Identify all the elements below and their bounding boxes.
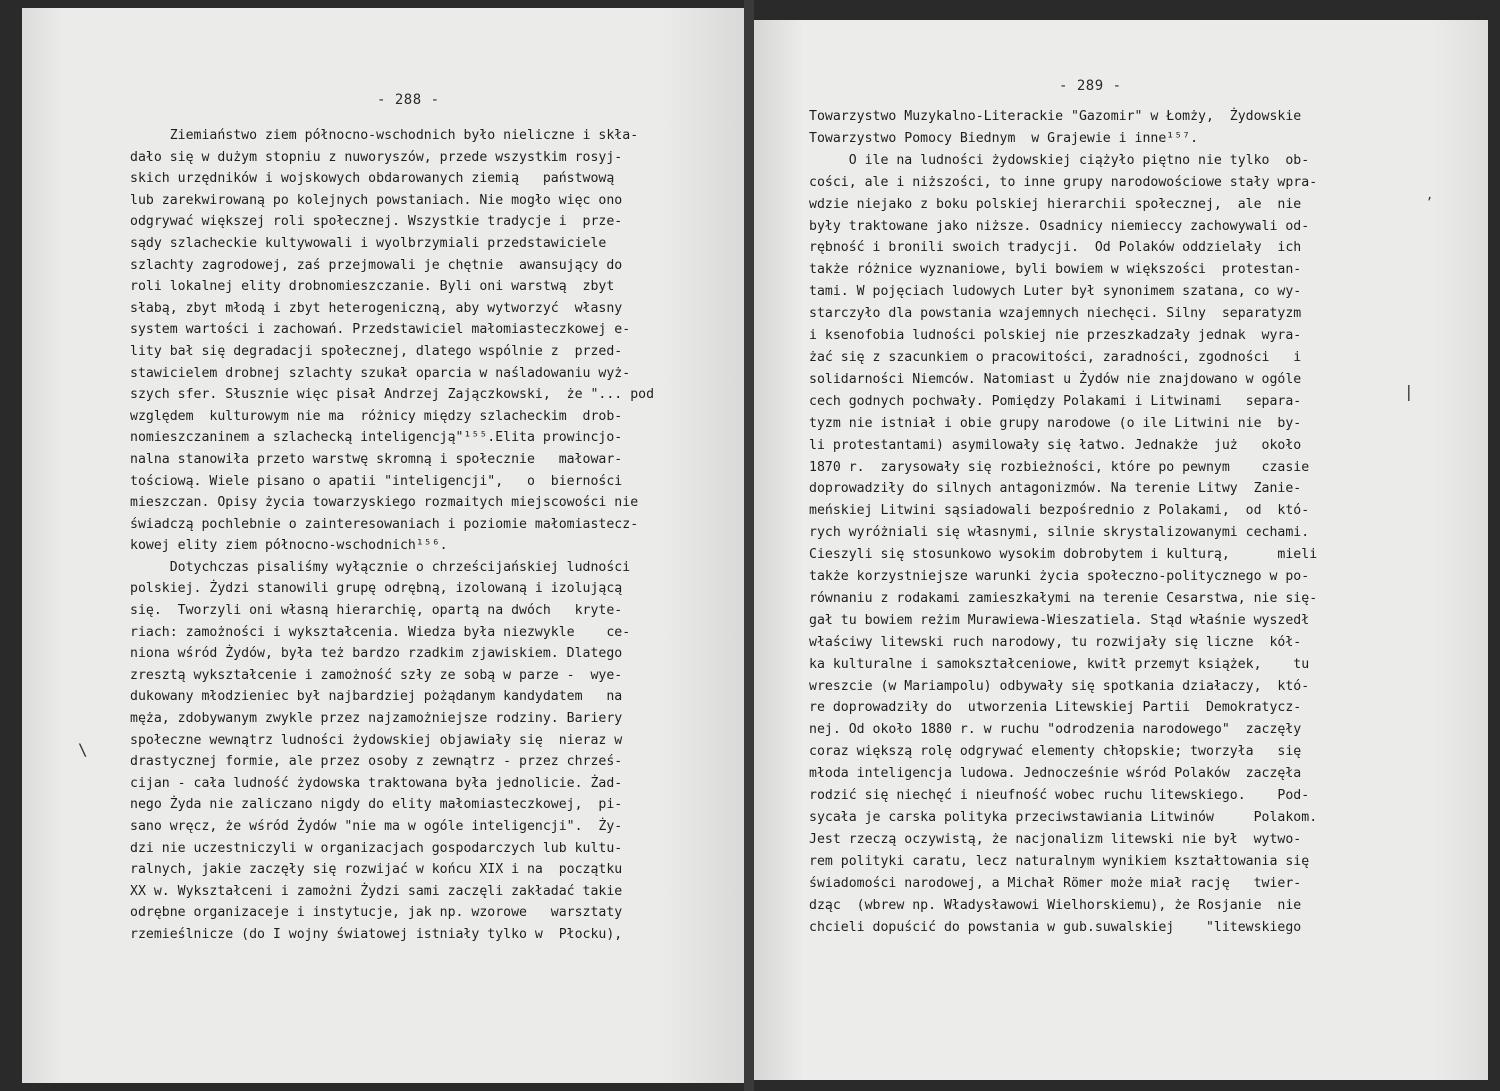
text-line: drastycznej formie, ale przez osoby z zewnątrz - przez chrześ- [130,754,623,770]
left-page-text [130,125,654,946]
text-line: szych sfer. Słusznie więc pisał Andrzej Zajączkowski, że "... pod [130,387,655,403]
text-line: cech godnych pochwały. Pomiędzy Polakami i Litwinami separa- [809,393,1302,409]
text-line: nomieszczaninem a szlachecką inteligencją"¹⁵⁵.Elita prowincjo- [130,430,623,446]
text-line: równaniu z rodakami zamieszkałymi na terenie Cesarstwa, nie się- [809,590,1318,606]
text-line: się. Tworzyli oni własną hierarchię, opartą na dwóch kryte- [130,603,623,619]
text-line: skich urzędników i wojskowych obdarowanych ziemią państwową [130,171,615,187]
text-line: 1870 r. zarysowały się rozbieżności, które po pewnym czasie [809,459,1310,475]
text-line: dzi nie uczestniczyli w organizacjach gospodarczych lub kultu- [130,840,623,856]
text-line: nalna stanowiła przeto warstwę skromną i społecznie małowar- [130,451,623,467]
book-gutter [744,0,754,1091]
text-line: O ile na ludności żydowskiej ciążyło piętno nie tylko ob- [809,152,1310,168]
text-line: rem polityki caratu, lecz naturalnym wynikiem kształtowania się [809,853,1310,869]
text-line: sądy szlacheckie kultywowali i wyolbrzymiali przedstawiciele [130,235,607,251]
text-line: niona wśród Żydów, była też bardzo rzadkim zjawiskiem. Dlatego [130,646,623,662]
text-line: słabą, zbyt młodą i zbyt heterogeniczną, aby wytworzyć własny [130,300,623,316]
text-line: właściwy litewski ruch narodowy, tu rozwijały się liczne kół- [809,634,1302,650]
text-line: zresztą wykształcenie i zamożność szły ze sobą w parze - wye- [130,667,623,683]
text-line: dało się w dużym stopniu z nuworyszów, przede wszystkim rosyj- [130,149,623,165]
text-line: nego Żyda nie zaliczano nigdy do elity małomiasteczkowej, pi- [130,797,623,813]
text-line: ka kulturalne i samokształceniowe, kwitł przemyt książek, tu [809,656,1310,672]
text-line: Cieszyli się stosunkowo wysokim dobrobytem i kulturą, mieli [809,547,1318,563]
text-line: szlachty zagrodowej, zaś przejmowali je chętnie awansujący do [130,257,623,273]
text-line: coraz większą rolę odgrywać elementy chłopskie; tworzyła się [809,744,1302,760]
text-line: mieszczan. Opisy życia towarzyskiego rozmaitych miejscowości nie [130,495,639,511]
text-line: lub zarekwirowaną po kolejnych powstaniach. Nie mogło więc ono [130,192,623,208]
text-line: meńskiej Litwini sąsiadowali bezpośrednio z Polakami, od któ- [809,503,1310,519]
text-line: system wartości i zachowań. Przedstawiciel małomiasteczkowej e- [130,322,631,338]
text-line: odrębne organizaceje i instytucje, jak np. wzorowe warsztaty [130,905,623,921]
text-line: były traktowane jako niższe. Osadnicy niemieccy zachowywali od- [809,218,1310,234]
text-line: Dotychczas pisaliśmy wyłącznie o chrześcijańskiej ludności [130,559,631,575]
text-line: nej. Od około 1880 r. w ruchu "odrodzenia narodowego" zaczęły [809,722,1302,738]
right-page [754,20,1488,1080]
text-line: re doprowadziły do utworzenia Litewskiej Partii Demokratycz- [809,700,1302,716]
text-line: wdzie niejako z boku polskiej hierarchii społecznej, ale nie [809,196,1302,212]
text-line: Towarzystwo Pomocy Biednym w Grajewie i inne¹⁵⁷. [809,130,1199,146]
text-line: cijan - cała ludność żydowska traktowana była jednolicie. Żad- [130,775,623,791]
text-line: także różnice wyznaniowe, byli bowiem w większości protestan- [809,262,1302,278]
text-line: polskiej. Żydzi stanowili grupę odrębną, izolowaną i izolującą [130,581,623,597]
text-line: i ksenofobia ludności polskiej nie przeszkadzały jednak wyra- [809,328,1302,344]
text-line: stawicielem drobnej szlachty szukał oparcia w naśladowaniu wyż- [130,365,631,381]
text-line: świadomości narodowej, a Michał Römer może miał rację twier- [809,875,1302,891]
text-line: rębność i bronili swoich tradycji. Od Polaków oddzielały ich [809,240,1302,256]
text-line: starczyło dla powstania wzajemnych niechęci. Silny separatyzm [809,306,1302,322]
text-line: ralnych, jakie zaczęły się rozwijać w końcu XIX i na początku [130,862,623,878]
text-line: żać się z szacunkiem o pracowitości, zaradności, zgodności i [809,349,1302,365]
text-line: Ziemiaństwo ziem północno-wschodnich było nieliczne i skła- [130,128,639,143]
text-line: cości, ale i niższości, to inne grupy narodowościowe stały wpra- [809,174,1318,190]
text-line: lity bał się degradacji społecznej, dlatego wspólnie z przed- [130,343,623,359]
text-line: rych wyróżniali się własnymi, silnie skrystalizowanymi cechami. [809,525,1310,541]
text-line: sano wręcz, że wśród Żydów "nie ma w ogóle inteligencji". Ży- [130,819,623,834]
text-line: dukowany młodzieniec był najbardziej pożądanym kandydatem na [130,689,623,705]
margin-mark: \ [78,740,88,759]
text-line: doprowadziły do silnych antagonizmów. Na terenie Litwy Zanie- [809,481,1302,497]
text-line: tami. W pojęciach ludowych Luter był synonimem szatana, co wy- [809,284,1302,300]
text-line: także korzystniejsze warunki życia społeczno-politycznego w po- [809,569,1310,585]
text-line: względem kulturowym nie ma różnicy między szlacheckim drob- [130,408,623,424]
text-line: świadczą pochlebnie o zainteresowaniach i poziomie małomiastecz- [130,516,639,532]
text-line: dząc (wbrew np. Władysławowi Wielhorskiemu), że Rosjanie nie [809,897,1302,913]
right-page-text [809,106,1317,938]
text-line: XX w. Wykształceni i zamożni Żydzi sami zaczęli zakładać takie [130,883,623,899]
text-line: kowej elity ziem północno-wschodnich¹⁵⁶. [130,538,448,554]
margin-mark: | [1404,382,1414,401]
page-number-left: - 288 - [377,92,440,108]
text-line: riach: zamożności i wykształcenia. Wiedza była niezwykle ce- [130,624,631,640]
text-line: młoda inteligencja ludowa. Jednocześnie wśród Polaków zaczęła [809,766,1302,782]
text-line: Towarzystwo Muzykalno-Literackie "Gazomir" w Łomży, Żydowskie [809,109,1302,124]
text-line: tościową. Wiele pisano o apatii "inteligencji", o bierności [130,473,623,489]
page-number-right: - 289 - [1059,78,1122,94]
text-line: męża, zdobywanym zwykle przez najzamożniejsze rodziny. Bariery [130,711,623,727]
text-line: li protestantami) asymilowały się łatwo. Jednakże już około [809,437,1302,453]
text-line: gał tu bowiem reżim Murawiewa-Wieszatiela. Stąd właśnie wyszedł [809,612,1310,628]
text-line: Jest rzeczą oczywistą, że nacjonalizm litewski nie był wytwo- [809,831,1302,847]
text-line: tyzm nie istniał i obie grupy narodowe (o ile Litwini nie by- [809,415,1302,431]
text-line: odgrywać większej roli społecznej. Wszystkie tradycje i prze- [130,214,623,230]
text-line: roli lokalnej elity drobnomieszczanie. Byli oni warstwą zbyt [130,279,615,295]
text-line: rodzić się niechęć i nieufność wobec ruchu litewskiego. Pod- [809,788,1310,804]
text-line: solidarności Niemców. Natomiast u Żydów nie znajdowano w ogóle [809,371,1302,387]
text-line: sycała je carska polityka przeciwstawiania Litwinów Polakom. [809,810,1318,825]
margin-mark: , [1426,188,1434,202]
left-page [22,8,744,1083]
text-line: społeczne wewnątrz ludności żydowskiej objawiały się nieraz w [130,732,623,748]
text-line: chcieli dopuścić do powstania w gub.suwalskiej "litewskiego [809,919,1302,935]
text-line: wreszcie (w Mariampolu) odbywały się spotkania działaczy, któ- [809,678,1310,694]
text-line: rzemieślnicze (do I wojny światowej istniały tylko w Płocku), [130,926,623,942]
